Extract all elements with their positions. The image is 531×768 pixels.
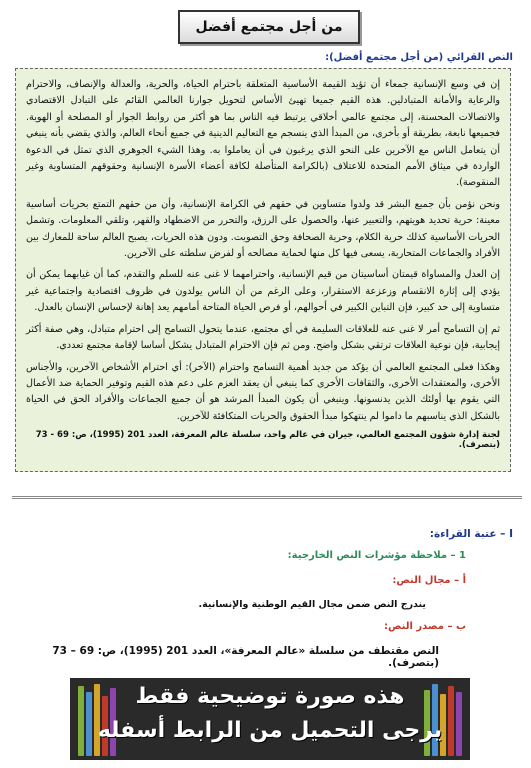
reading-text-label: النص القرائي (من أجل مجتمع أفضل): [325,52,513,63]
divider-line [12,496,522,497]
banner-line-2: يرجى التحميل من الرابط أسفله [97,718,443,743]
text-field-value: يندرج النص ضمن مجال القيم الوطنية والإنسانية. [198,599,426,610]
divider-line-2 [12,498,522,499]
banner-line-1: هذه صورة توضيحية فقط [135,684,405,709]
page-title-text: من أجل مجتمع أفضل [195,19,343,35]
subsection-external-indicators: 1 – ملاحظة مؤشرات النص الخارجية: [287,550,466,561]
paragraph-3: إن العدل والمساواة قيمتان أساسيتان من قيم الإنسانية، واحترامهما لا غنى عنه للسلم والتقدم، كما أن غيابهما يمكن أن يؤدي إلى إثارة الانقسام وزعزعة الاستقرار، وعلى الرغم من أن الناس يولدون في ظروف اقتصادية واجتماعية غير متساوية إلى حد كبير، فإن التباين الكبير في أحوالهم، أو فرص الحياة المتاحة أمامهم يعد إهانة لإحساس الإنسان بالعدل. [26,269,500,314]
text-source-label: ب – مصدر النص: [384,621,466,632]
section-heading-reading-threshold: I – عتبة القراءة: [429,528,513,540]
page-title [178,10,360,44]
source-citation: لجنة إدارة شؤون المجتمع العالمي، جيران في عالم واحد، سلسلة عالم المعرفة، العدد 201 (1995)، ص: 69 - 73 (بتصرف). [35,430,500,451]
paragraph-5: وهكذا فعلى المجتمع العالمي أن يؤكد من جديد أهمية التسامح واحترام (الآخر): أي احترام الأشخاص الآخرين، والأجناس الأخرى، والمعتقدات الأخرى، والثقافات الأخرى كما ينبغي أن يعقد العزم على دعم هذه القيم وتوفير الحماية ضد الأعمال التي يقوم بها أولئك الذين يدنسونها. وينبغي أن يكون المبدأ المرشد هو أن جميع الجماعات والأفراد الحق في الحياة بالشكل الذي يناسبهم ما داموا لم ينتهكوا مبدأ الحقوق والحريات المتكافئة للآخرين. [26,361,500,422]
paragraph-1: إن في وسع الإنسانية جمعاء أن تؤيد القيمة الأساسية المتعلقة باحترام الحياة، والحرية، والعدالة والإنصاف، والاحترام والرعاية والأمانة المتبادلين. هذه القيم جميعا تهيئ الأساس لتحويل جوارنا العالمي القائم على التبادل الاقتصادي والاتصالات المحسنة، إلى مجتمع عالمي أخلاقي يرتبط فيه الناس بما هو أكثر من روابط الجوار أو المصلحة أو الهوية. فجميعها نابعة، بطريقة أو بأخرى، من المبدأ الذي ينسجم مع التعاليم الدينية في جميع أنحاء العالم، والذي يقضي بأنه ينبغي أن يتعامل الناس مع الآخرين على النحو الذي يرغبون في أن يعاملوا به. وهذا الشيء الجوهري الذي تمثل في الدعوة الواردة في ميثاق الأمم المتحدة للاعتلاف (بالكرامة المتأصلة لكافة أعضاء الأسرة الإنسانية وحقوقهم المتساوية وغير المنقوصة). [26,79,500,189]
text-source-value: النص مقتطف من سلسلة «عالم المعرفة»، العدد 201 (1995)، ص: 69 – 73 (بتصرف). [52,645,439,669]
reading-text-box [15,68,511,472]
paragraph-4: ثم إن التسامح أمر لا غنى عنه للعلاقات السليمة في أي مجتمع، عندما يتحول التسامح إلى احترام متبادل، وهي صفة أكثر إيجابية، فإن نوعية العلاقات ترتقي بشكل واضح. ومن ثم فإن الاحترام المتبادل يشكل أساسا لإقامة مجتمع تعددي. [26,323,500,352]
watermark-banner [70,678,470,760]
paragraph-2: ونحن نؤمن بأن جميع البشر قد ولدوا متساوين في حقهم في الكرامة الإنسانية، وأن من حقهم التمتع بحريات أساسية معينة: حرية تحديد هويتهم، والتعبير عنها، والحصول على الرزق، والتحرر من الاضطهاد والقهر، وتلقي المعلومات. وتشمل الحريات الأساسية كذلك حرية الكلام، وحرية الصحافة وحق التصويت. ودون هذه الحريات، يصبح العالم ساحة للمعارك بين الأفراد والجماعات المتحاربة، يسعى فيها كل منها لحماية مصالحه أو لفرض سلطته على الآخرين. [26,198,500,260]
text-field-label: أ – مجال النص: [392,575,466,586]
